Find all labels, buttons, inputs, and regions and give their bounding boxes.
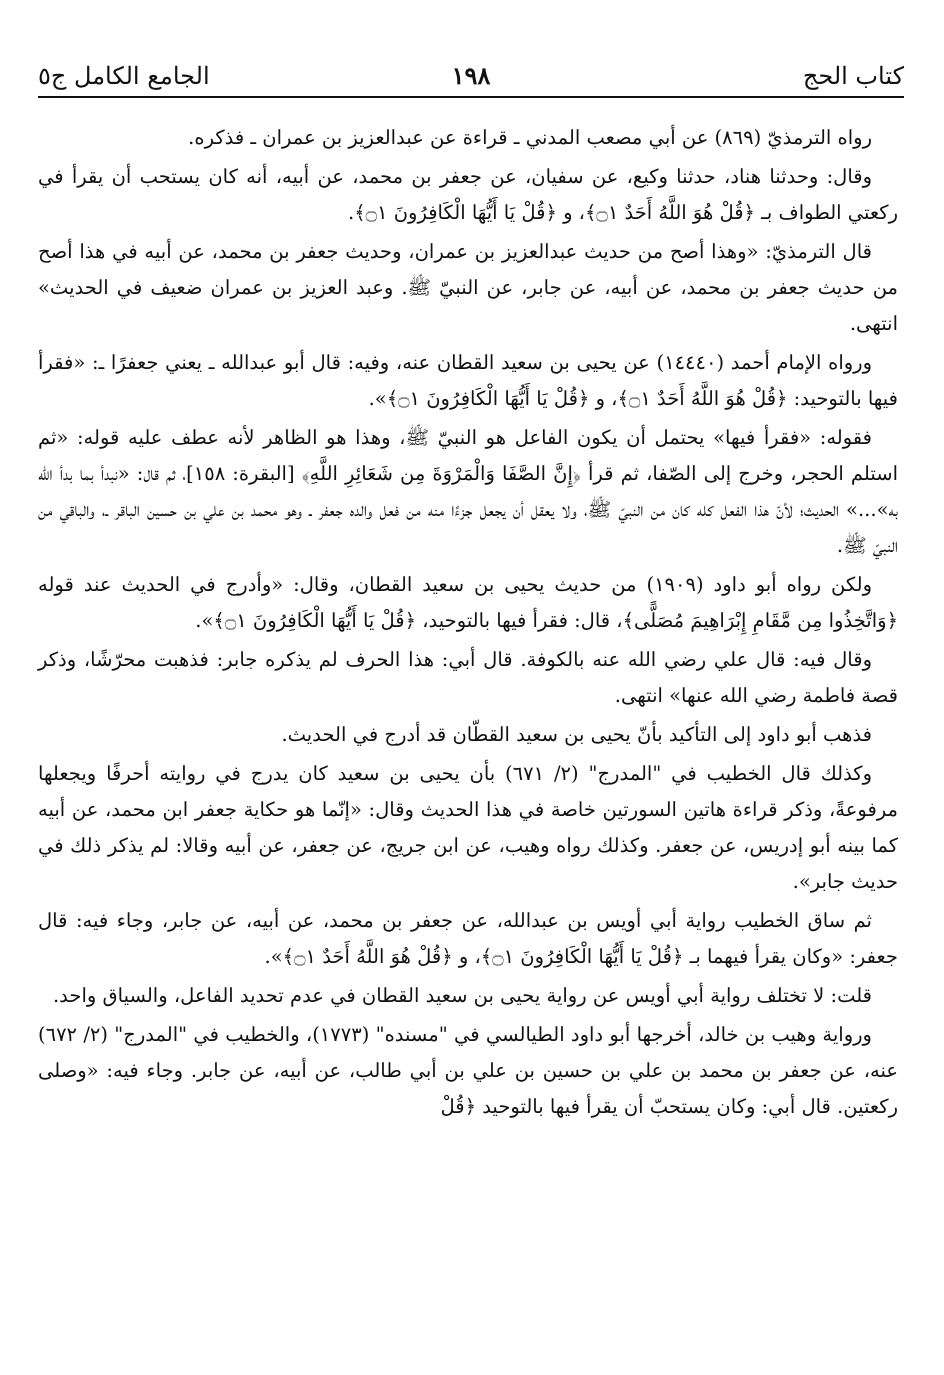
paragraph-11: قلت: لا تختلف رواية أبي أويس عن رواية يحيى بن سعيد القطان في عدم تحديد الفاعل، والسياق واحد. [52,984,872,1007]
paragraph-10: ثم ساق الخطيب رواية أبي أويس بن عبدالله، عن جعفر بن محمد، عن أبيه، عن جابر، وجاء فيه: قال جعفر: «وكان يقرأ فيهما بـ ﴿قُلْ يَا أَيُّهَا الْكَافِرُونَ ۝١﴾، و ﴿قُلْ هُوَ اللَّهُ أَحَدٌ ۝١﴾». [38,909,898,968]
paragraph-2: وقال: وحدثنا هناد، حدثنا وكيع، عن سفيان، عن جعفر بن محمد، عن أبيه، أنه كان يستحب أن يقرأ في ركعتي الطواف بـ ﴿قُلْ هُوَ اللَّهُ أَحَدٌ ۝١﴾، و ﴿قُلْ يَا أَيُّهَا الْكَافِرُونَ ۝١﴾. [38,165,898,224]
section-title: كتاب الحج [802,62,904,90]
paragraph-9: وكذلك قال الخطيب في "المدرج" (٢/ ٦٧١) بأن يحيى بن سعيد كان يدرج في روايته أحرفًا ويجعلها مرفوعةً، وذكر قراءة هاتين السورتين خاصة في هذا الحديث وقال: «إنّما هو حكاية جعفر ابن محمد، عن أبيه كما بينه أبو إدريس، عن جعفر. وكذلك رواه وهيب، عن ابن جريج، عن جعفر، عن أبيه وقالا: لم يذكر ذلك في حديث جابر». [38,762,898,893]
paragraph-7: وقال فيه: قال علي رضي الله عنه بالكوفة. قال أبي: هذا الحرف لم يذكره جابر: فذهبت محرّشًا، وذكر قصة فاطمة رضي الله عنها» انتهى. [38,648,898,707]
paragraph-12: ورواية وهيب بن خالد، أخرجها أبو داود الطيالسي في "مسنده" (١٧٧٣)، والخطيب في "المدرج" (٢/ ٦٧٢) عنه، عن جعفر بن محمد بن علي بن حسين بن علي بن أبي طالب، عن أبيه، عن جابر. وجاء فيه: «وصلى ركعتين. قال أبي: وكان يستحبّ أن يقرأ فيها بالتوحيد ﴿قُلْ [38,1023,898,1118]
paragraph-5: فقوله: «فقرأ فيها» يحتمل أن يكون الفاعل هو النبيّ ﷺ، وهذا هو الظاهر لأنه عطف عليه قوله: «ثم استلم الحجر، وخرج إلى الصّفا، ثم قرأ ﴿إِنَّ الصَّفَا وَالْمَرْوَةَ مِن شَعَائِرِ اللَّهِ﴾ [البقرة: ١٥٨]، ثم قال: «نبدأ بما بدأ الله به»...» الحديث؛ لأنّ هذا الفعل كله كان من النبيّ ﷺ، ولا يعقل أن يجعل جزءًا منه من فعل والده جعفر ـ وهو محمد بن علي بن حسين الباقر ـ، والباقي من النبيّ ﷺ. [38,426,898,557]
page-number: ١٩٨ [451,61,491,90]
page-body [38,120,898,1128]
paragraph-8: فذهب أبو داود إلى التأكيد بأنّ يحيى بن سعيد القطّان قد أدرج في الحديث. [281,723,872,746]
paragraph-1: رواه الترمذيّ (٨٦٩) عن أبي مصعب المدني ـ قراءة عن عبدالعزيز بن عمران ـ فذكره. [188,126,872,149]
book-title: الجامع الكامل ج٥ [38,62,210,90]
paragraph-4: ورواه الإمام أحمد (١٤٤٤٠) عن يحيى بن سعيد القطان عنه، وفيه: قال أبو عبدالله ـ يعني جعفرًا ـ: «فقرأ فيها بالتوحيد: ﴿قُلْ هُوَ اللَّهُ أَحَدٌ ۝١﴾، و ﴿قُلْ يَا أَيُّهَا الْكَافِرُونَ ۝١﴾». [38,351,898,410]
paragraph-6: ولكن رواه أبو داود (١٩٠٩) من حديث يحيى بن سعيد القطان، وقال: «وأدرج في الحديث عند قوله ﴿وَاتَّخِذُوا مِن مَّقَامِ إِبْرَاهِيمَ مُصَلًّى﴾، قال: فقرأ فيها بالتوحيد، ﴿قُلْ يَا أَيُّهَا الْكَافِرُونَ ۝١﴾». [38,573,898,632]
paragraph-3: قال الترمذيّ: «وهذا أصح من حديث عبدالعزيز بن عمران، وحديث جعفر بن محمد، عن أبيه في هذا أصح من حديث جعفر بن محمد، عن أبيه، عن جابر، عن النبيّ ﷺ. وعبد العزيز بن عمران ضعيف في الحديث» انتهى. [38,240,898,335]
page-header [38,56,904,98]
